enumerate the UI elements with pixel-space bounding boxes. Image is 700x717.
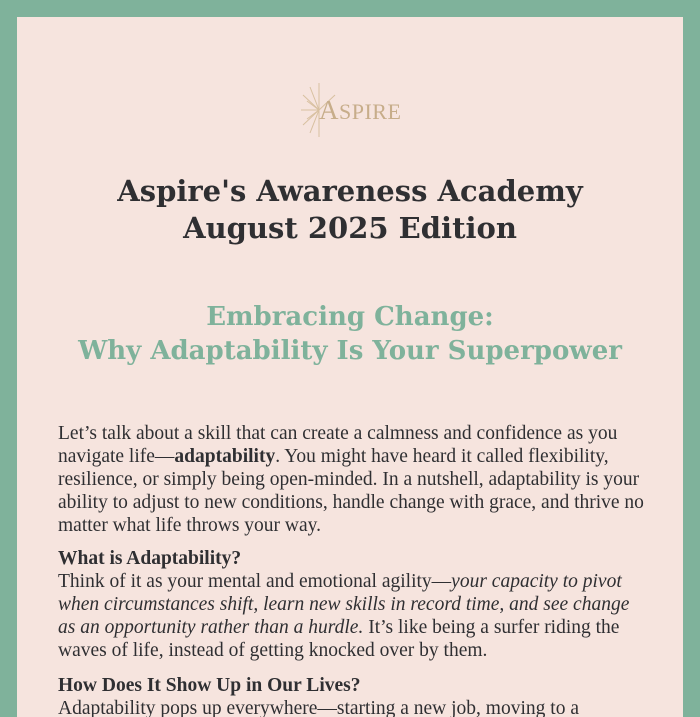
section-what-is: [58, 547, 648, 662]
newsletter-title: [17, 173, 683, 247]
newsletter-page: [17, 17, 683, 717]
subtitle-line-2: Why Adaptability Is Your Superpower: [78, 336, 622, 366]
adaptability-bold: adaptability: [174, 446, 276, 467]
section-paragraph: Think of it as your mental and emotional agility—your capacity to pivot when circumstances shift, learn new skills in record time, and see change as an opportunity rather than a hurdle. It’s like being a surfer riding the waves of life, instead of getting knocked over by them.: [58, 571, 630, 661]
title-line-1: Aspire's Awareness Academy: [117, 174, 583, 208]
logo-wordmark: ASPIRE: [319, 95, 402, 125]
section-paragraph: Adaptability pops up everywhere—starting a new job, moving to a: [58, 698, 579, 717]
article-subtitle: [17, 300, 683, 368]
aspire-logo: [17, 81, 683, 141]
title-line-2: August 2025 Edition: [183, 211, 517, 245]
section-heading: How Does It Show Up in Our Lives?: [58, 675, 361, 696]
subtitle-line-1: Embracing Change:: [206, 302, 494, 332]
italic-emphasis: your capacity to pivot when circumstances shift, learn new skills in record time, and see change as an opportunity rather than a hurdle.: [58, 571, 630, 638]
section-how-it-shows: [58, 674, 648, 717]
section-heading: What is Adaptability?: [58, 548, 242, 569]
intro-paragraph: Let’s talk about a skill that can create a calmness and confidence as you navigate life—adaptability. You might have heard it called flexibility, resilience, or simply being open-minded. In a nutshell, adaptability is your ability to adjust to new conditions, handle change with grace, and thrive no matter what life throws your way.: [58, 423, 644, 536]
article-body: [58, 422, 648, 717]
